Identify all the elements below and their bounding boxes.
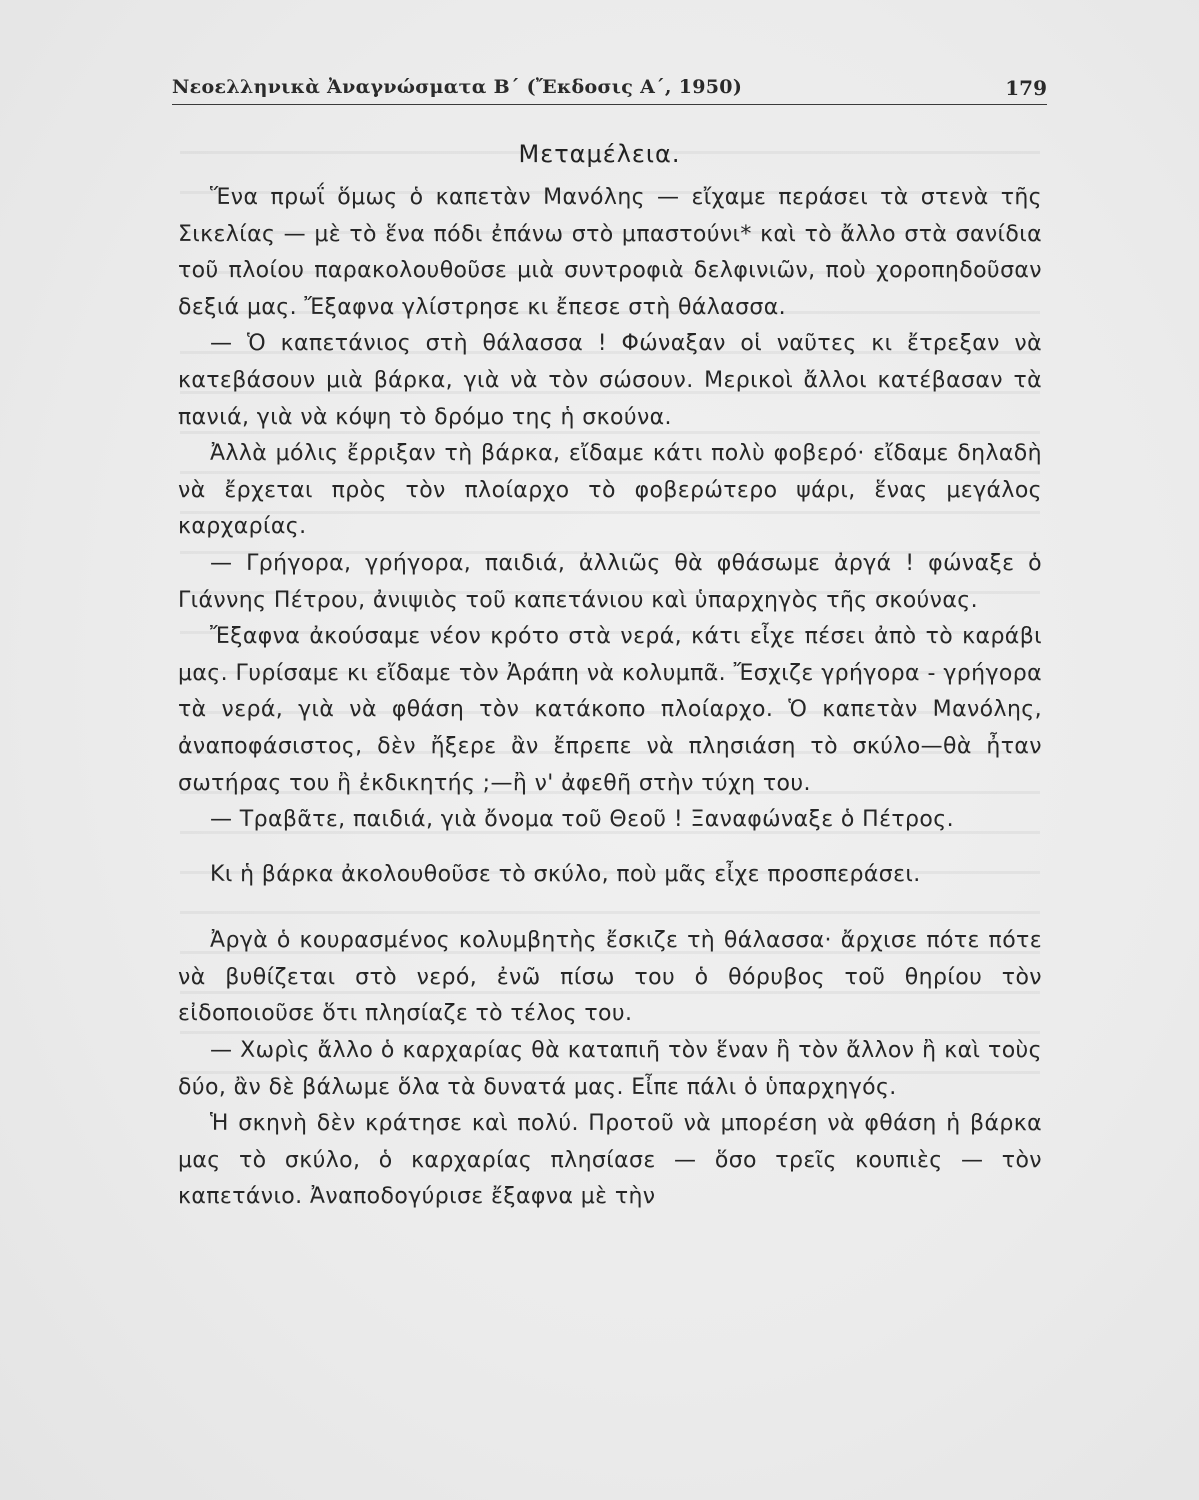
paragraph: Κι ἡ βάρκα ἀκολουθοῦσε τὸ σκύλο, ποὺ μᾶς εἶχε προσπεράσει. <box>210 861 921 887</box>
paragraph: Ἀργὰ ὁ κουρασμένος κολυμβητὴς ἔσκιζε τὴ θάλασσα· ἄρχισε πότε πότε νὰ βυθίζεται στὸ νερό, ἐνῶ πίσω του ὁ θόρυβος τοῦ θηρίου τὸν εἰδοποιοῦσε ὅτι πλησίαζε τὸ τέλος του. <box>178 928 1042 1027</box>
running-header <box>172 74 1047 105</box>
header-title: Νεοελληνικὰ Ἀναγνώσματα Β΄ (Ἔκδοσις Α΄, 1950) <box>172 76 743 98</box>
paragraph: — Ὁ καπετάνιος στὴ θάλασσα ! Φώναξαν οἱ ναῦτες κι ἔτρεξαν νὰ κατεβάσουν μιὰ βάρκα, γιὰ νὰ τὸν σώσουν. Μερικοὶ ἄλλοι κατέβασαν τὰ πανιά, γιὰ νὰ κόψη τὸ δρόμο της ἡ σκούνα. <box>178 331 1042 430</box>
paragraph: — Τραβᾶτε, παιδιά, γιὰ ὄνομα τοῦ Θεοῦ ! Ξαναφώναξε ὁ Πέτρος. <box>210 807 954 833</box>
chapter-title: Μεταμέλεια. <box>518 140 681 168</box>
page-number: 179 <box>1005 76 1047 100</box>
paragraph: Ἕνα πρωΐ ὅμως ὁ καπετὰν Μανόλης — εἴχαμε περάσει τὰ στενὰ τῆς Σικελίας — μὲ τὸ ἕνα πόδι ἐπάνω στὸ μπαστούνι* καὶ τὸ ἄλλο στὰ σανίδια τοῦ πλοίου παρακολουθοῦσε μιὰ συντροφιὰ δελφινιῶν, ποὺ χοροπηδοῦσαν δεξιά μας. Ἔξαφνα γλίστρησε κι ἔπεσε στὴ θάλασσα. <box>178 185 1042 320</box>
paragraph: Ἡ σκηνὴ δὲν κράτησε καὶ πολύ. Προτοῦ νὰ μπορέση νὰ φθάση ἡ βάρκα μας τὸ σκύλο, ὁ καρχαρίας πλησίασε — ὅσο τρεῖς κουπιὲς — τὸν καπετάνιο. Ἀναποδογύρισε ἔξαφνα μὲ τὴν <box>178 1111 1042 1210</box>
body-text <box>178 180 1042 1216</box>
paragraph: — Χωρὶς ἄλλο ὁ καρχαρίας θὰ καταπιῆ τὸν ἕναν ἢ τὸν ἄλλον ἢ καὶ τοὺς δύο, ἂν δὲ βάλωμε ὅλα τὰ δυνατά μας. Εἶπε πάλι ὁ ὑπαρχηγός. <box>178 1038 1042 1100</box>
paragraph: — Γρήγορα, γρήγορα, παιδιά, ἀλλιῶς θὰ φθάσωμε ἀργά ! φώναξε ὁ Γιάννης Πέτρου, ἀνιψιὸς τοῦ καπετάνιου καὶ ὑπαρχηγὸς τῆς σκούνας. <box>178 550 1042 613</box>
paragraph: Ἔξαφνα ἀκούσαμε νέον κρότο στὰ νερά, κάτι εἶχε πέσει ἀπὸ τὸ καράβι μας. Γυρίσαμε κι εἴδαμε τὸν Ἀράπη νὰ κολυμπᾶ. Ἔσχιζε γρήγορα - γρήγορα τὰ νερά, γιὰ νὰ φθάση τὸν κατάκοπο πλοίαρχο. Ὁ καπετὰν Μανόλης, ἀναποφάσιστος, δὲν ἤξερε ἂν ἔπρεπε νὰ πλησιάση τὸ σκύλο—θὰ ἦταν σωτήρας του ἢ ἐκδικητής ;—ἢ ν' ἀφεθῆ στὴν τύχη του. <box>178 624 1042 796</box>
paragraph: Ἀλλὰ μόλις ἔρριξαν τὴ βάρκα, εἴδαμε κάτι πολὺ φοβερό· εἴδαμε δηλαδὴ νὰ ἔρχεται πρὸς τὸν πλοίαρχο τὸ φοβερώτερο ψάρι, ἕνας μεγάλος καρχαρίας. <box>178 441 1042 540</box>
